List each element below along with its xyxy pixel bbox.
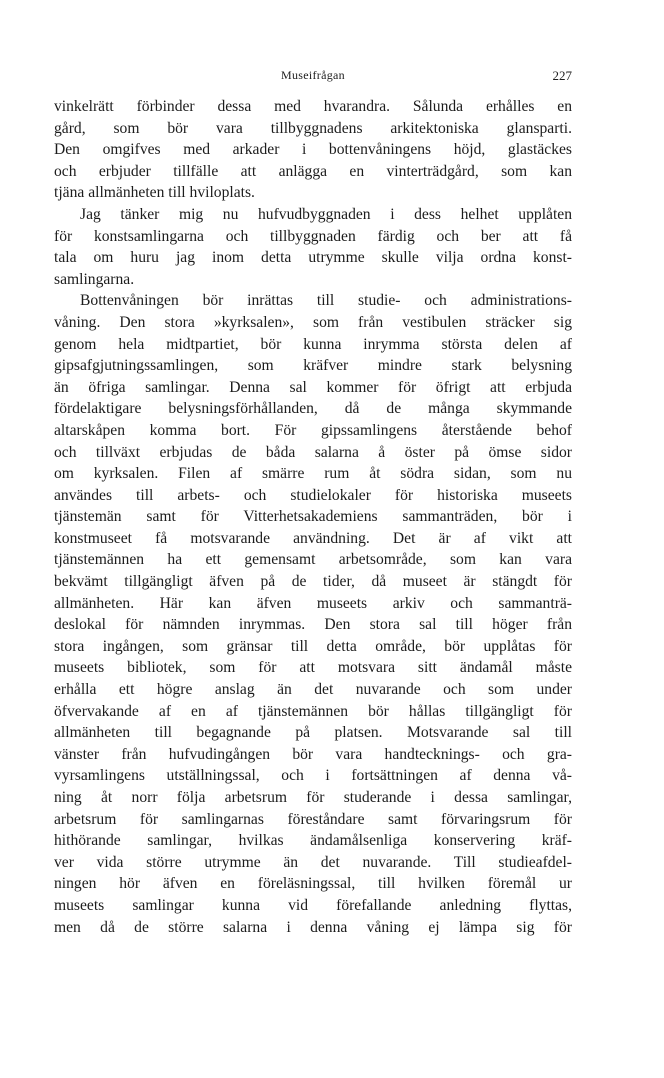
body-text bbox=[54, 96, 572, 938]
text-line: ningen hör äfven en föreläsningssal, till hvilken föremål ur bbox=[54, 875, 572, 893]
text-line: om kyrksalen. Filen af smärre rum åt södra sidan, som nu bbox=[54, 465, 572, 483]
text-line: allmänheten. Här kan äfven museets arkiv och sammanträ- bbox=[54, 594, 572, 612]
text-line: än öfriga samlingar. Denna sal kommer för öfrigt att erbjuda bbox=[54, 378, 572, 396]
text-line: användes till arbets- och studielokaler för historiska museets bbox=[54, 486, 572, 504]
text-line: genom hela midtpartiet, bör kunna inrymma största delen af bbox=[54, 335, 572, 353]
text-line: tjänstemän samt för Vitterhetsakademiens sammanträden, bör i bbox=[54, 508, 572, 526]
text-line: öfvervakande af en af tjänstemännen bör hållas tillgängligt för bbox=[54, 702, 572, 720]
text-line: och tillväxt erbjudas de båda salarna å öster på ömse sidor bbox=[54, 443, 572, 461]
text-line: Bottenvåningen bör inrättas till studie- och administrations- bbox=[80, 292, 572, 310]
text-line: ver vida större utrymme än det nuvarande. Till studieafdel- bbox=[54, 853, 572, 871]
text-line: och erbjuder tillfälle att anlägga en vinterträdgård, som kan bbox=[54, 162, 572, 180]
text-line: allmänheten till begagnande på platsen. Motsvarande sal till bbox=[54, 724, 572, 742]
text-line: museets bibliotek, som för att motsvara sitt ändamål måste bbox=[54, 659, 572, 677]
text-line: våning. Den stora »kyrksalen», som från vestibulen sträcker sig bbox=[54, 313, 572, 331]
text-line: deslokal för nämnden inrymmas. Den stora sal till höger från bbox=[54, 616, 572, 634]
text-line: vyrsamlingens utställningssal, och i fortsättningen af denna vå- bbox=[54, 767, 572, 785]
text-line: gård, som bör vara tillbyggnadens arkitektoniska glansparti. bbox=[54, 119, 572, 137]
text-line: vänster från hufvudingången bör vara handtecknings- och gra- bbox=[54, 745, 572, 763]
text-line: altarskåpen komma bort. För gipssamlingens återstående behof bbox=[54, 421, 572, 439]
running-title: Museifrågan bbox=[281, 68, 345, 82]
running-head bbox=[54, 68, 572, 88]
text-line: bekvämt tillgängligt äfven på de tider, då museet är stängdt för bbox=[54, 573, 572, 591]
text-line: konstmuseet få motsvarande användning. Det är af vikt att bbox=[54, 529, 572, 547]
text-line: för konstsamlingarna och tillbyggnaden färdig och ber att få bbox=[54, 227, 572, 245]
text-line: hithörande samlingar, hvilkas ändamålsenliga konservering kräf- bbox=[54, 832, 572, 850]
text-line: erhålla ett högre anslag än det nuvarande och som under bbox=[54, 681, 572, 699]
text-line: gipsafgjutningssamlingen, som kräfver mindre stark belysning bbox=[54, 357, 572, 375]
text-line: ning åt norr följa arbetsrum för studerande i dessa samlingar, bbox=[54, 789, 572, 806]
text-line: men då de större salarna i denna våning ej lämpa sig för bbox=[54, 918, 572, 936]
text-line: tjäna allmänheten till hviloplats. bbox=[54, 184, 255, 202]
text-line: museets samlingar kunna vid förefallande anledning flyttas, bbox=[54, 896, 572, 914]
page-number: 227 bbox=[552, 68, 572, 83]
text-line: fördelaktigare belysningsförhållanden, då de många skymmande bbox=[54, 400, 572, 418]
text-line: samlingarna. bbox=[54, 270, 135, 288]
text-line: vinkelrätt förbinder dessa med hvarandra. Sålunda erhålles en bbox=[54, 98, 572, 115]
text-line: arbetsrum för samlingarnas föreståndare samt förvaringsrum för bbox=[54, 810, 572, 828]
text-line: stora ingången, som gränsar till detta område, bör upplåtas för bbox=[54, 637, 572, 655]
text-line: tjänstemännen ha ett gemensamt arbetsområde, som kan vara bbox=[54, 551, 572, 569]
text-line: Jag tänker mig nu hufvudbyggnaden i dess helhet upplåten bbox=[80, 205, 572, 223]
text-line: tala om huru jag inom detta utrymme skulle vilja ordna konst- bbox=[54, 249, 572, 267]
text-line: Den omgifves med arkader i bottenvåningens höjd, glastäckes bbox=[54, 141, 572, 159]
